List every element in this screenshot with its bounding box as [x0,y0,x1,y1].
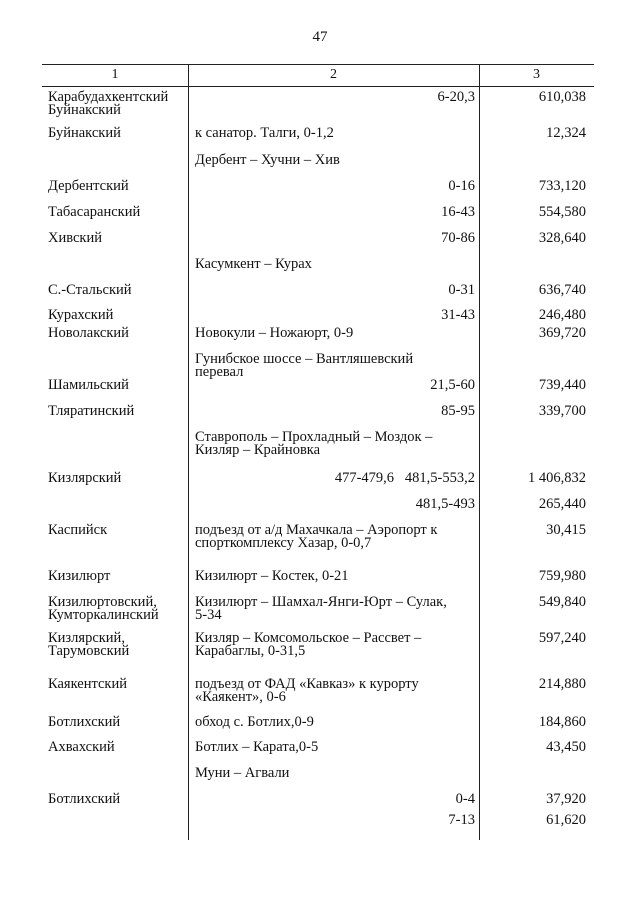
road-cell [195,716,475,729]
value-cell: 636,740 [538,282,586,298]
range-cell: 31-43 [441,307,475,323]
road-cell-line: Касумкент – Курах [195,256,312,272]
district-cell [48,596,190,622]
road-cell [195,353,475,379]
district-cell-line: Тляратинский [48,403,135,419]
value-cell: 30,415 [546,522,586,538]
district-cell-line: Табасаранский [48,204,141,220]
district-cell [48,524,190,537]
value-cell: 61,620 [546,812,586,828]
range-cell: 481,5-493 [415,496,475,512]
district-cell-line: Кизлярский, [48,630,125,646]
value-cell: 739,440 [538,377,586,393]
column-divider-2 [479,64,480,840]
district-cell [48,716,190,729]
road-cell-line: Кизилюрт – Костек, 0-21 [195,568,349,584]
district-cell-line: Каспийск [48,522,108,538]
header-col-1: 1 [111,67,119,82]
road-cell-line: к санатор. Талги, 0-1,2 [195,125,334,141]
district-cell-line: Ахвахский [48,739,115,755]
range-cell: 477-479,6 481,5-553,2 [334,470,475,486]
district-cell-line: Каякентский [48,676,127,692]
road-cell-line: Муни – Агвали [195,765,290,781]
district-cell [48,405,190,418]
value-cell: 246,480 [538,307,586,323]
district-cell-line: Ботлихский [48,714,121,730]
district-cell-line: Кумторкалинский [48,607,159,623]
district-cell-line: Кизилюрт [48,568,111,584]
district-cell [48,284,190,297]
road-cell-line: Карабаглы, 0-31,5 [195,643,306,659]
range-cell: 21,5-60 [430,377,475,393]
value-cell: 759,980 [538,568,586,584]
road-cell-line: Кизляр – Крайновка [195,442,321,458]
road-cell-line: Кизляр – Комсомольское – Рассвет – [195,630,422,646]
value-cell: 549,840 [538,594,586,610]
road-cell [195,570,475,583]
district-cell [48,793,190,806]
value-cell: 610,038 [538,89,586,105]
range-cell: 70-86 [441,230,475,246]
road-cell-line: «Каякент», 0-6 [195,689,286,705]
range-cell: 0-4 [455,791,475,807]
header-col-3: 3 [533,67,540,82]
district-cell [48,379,190,392]
district-cell [48,127,190,140]
value-cell: 1 406,832 [528,470,586,486]
value-cell: 328,640 [538,230,586,246]
road-cell-line: спорткомплексу Хазар, 0-0,7 [195,535,372,551]
value-cell: 37,920 [546,791,586,807]
district-cell-line: Кизилюртовский, [48,594,157,610]
road-cell-line: 5-34 [195,607,222,623]
district-cell-line: Кизлярский [48,470,122,486]
road-cell-line: подъезд от ФАД «Кавказ» к курорту [195,676,419,692]
road-cell [195,678,475,704]
road-cell [195,258,475,271]
district-cell [48,472,190,485]
value-cell: 597,240 [538,630,586,646]
road-cell-line: Дербент – Хучни – Хив [195,152,340,168]
road-cell-line: перевал [195,364,244,380]
district-cell [48,678,190,691]
district-cell-line: Курахский [48,307,114,323]
range-cell: 0-31 [448,282,475,298]
district-cell-line: Шамильский [48,377,129,393]
range-cell: 0-16 [448,178,475,194]
district-cell [48,327,190,340]
range-cell: 6-20,3 [437,89,475,105]
value-cell: 554,580 [538,204,586,220]
road-cell [195,741,475,754]
road-cell [195,127,475,140]
district-cell [48,91,190,117]
value-cell: 339,700 [538,403,586,419]
district-cell-line: Дербентский [48,178,129,194]
table-top-rule [42,64,594,65]
district-cell [48,180,190,193]
district-cell [48,741,190,754]
district-cell [48,206,190,219]
value-cell: 184,860 [538,714,586,730]
district-cell [48,232,190,245]
road-cell [195,154,475,167]
district-cell-line: Ботлихский [48,791,121,807]
page-number: 47 [312,29,328,45]
district-cell-line: С.-Стальский [48,282,132,298]
district-cell-line: Буйнакский [48,125,121,141]
road-cell [195,524,475,550]
road-cell-line: Ботлих – Карата,0-5 [195,739,319,755]
district-cell-line: Буйнакский [48,102,121,118]
value-cell: 733,120 [538,178,586,194]
road-cell [195,632,475,658]
district-cell-line: Карабудахкентский [48,89,169,105]
value-cell: 369,720 [538,325,586,341]
road-cell-line: Ставрополь – Прохладный – Моздок – [195,429,433,445]
road-cell [195,431,475,457]
range-cell: 7-13 [448,812,475,828]
district-cell-line: Тарумовский [48,643,130,659]
header-bottom-rule [42,86,594,87]
range-cell: 85-95 [441,403,475,419]
road-cell-line: обход с. Ботлих,0-9 [195,714,314,730]
value-cell: 12,324 [546,125,586,141]
value-cell: 265,440 [538,496,586,512]
road-cell [195,327,475,340]
district-cell-line: Хивский [48,230,102,246]
district-cell [48,570,190,583]
range-cell: 16-43 [441,204,475,220]
value-cell: 214,880 [538,676,586,692]
district-cell [48,309,190,322]
road-cell-line: Гунибское шоссе – Вантляшевский [195,351,414,367]
road-cell-line: Кизилюрт – Шамхал-Янги-Юрт – Сулак, [195,594,447,610]
value-cell: 43,450 [546,739,586,755]
district-cell [48,632,190,658]
district-cell-line: Новолакский [48,325,129,341]
header-col-2: 2 [330,67,337,82]
road-cell-line: Новокули – Ножаюрт, 0-9 [195,325,354,341]
road-cell-line: подъезд от а/д Махачкала – Аэропорт к [195,522,438,538]
road-cell [195,767,475,780]
road-cell [195,596,475,622]
